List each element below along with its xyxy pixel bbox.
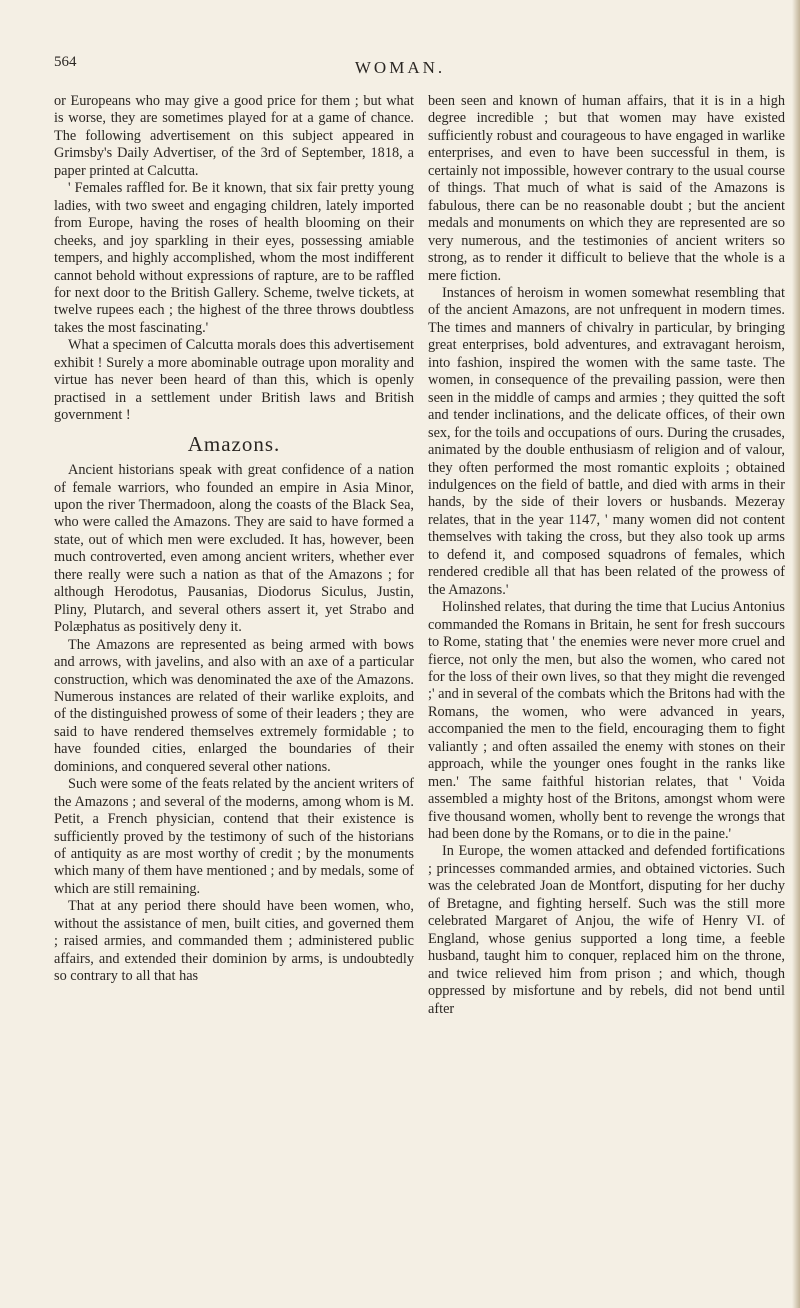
paragraph: or Europeans who may give a good price for them ; but what is worse, they are sometimes played for at a game of chance. The following advertisement on this subject appeared in Grimsby's Daily Advertiser, of the 3rd of September, 1818, a paper printed at Calcutta. xyxy=(54,93,414,179)
paragraph: Ancient historians speak with great confidence of a nation of female warriors, who founded an empire in Asia Minor, upon the river Thermadoon, along the coasts of the Black Sea, who were called the Amazons. They are said to have formed a state, out of which men were excluded. It has, however, been much controverted, even among ancient writers, whether ever there really were such a nation as that of the Amazons ; for although Herodotus, Pausanias, Diodorus Siculus, Justin, Pliny, Plutarch, and several others assert it, yet Strabo and Polæphatus as positively deny it. xyxy=(54,462,414,636)
paragraph: ' Females raffled for. Be it known, that six fair pretty young ladies, with two sweet and engaging children, lately imported from Europe, having the roses of health blooming on their cheeks, and joy sparkling in their eyes, possessing amiable tempers, and highly accomplished, whom the most indifferent cannot behold without expressions of rapture, are to be raffled for next door to the British Gallery. Scheme, twelve tickets, at twelve rupees each ; the highest of the three throws doubtless takes the most fascinating.' xyxy=(54,180,414,336)
right-column xyxy=(428,93,785,1018)
paragraph: In Europe, the women attacked and defended fortifications ; princesses commanded armies, and obtained victories. Such was the celebrated Joan de Montfort, disputing for her duchy of Bretagne, and fighting herself. Such was the still more celebrated Margaret of Anjou, the wife of Henry VI. of England, whose genius supported a long time, a feeble husband, taught him to conquer, replaced him on the throne, and twice relieved him from prison ; and which, though oppressed by misfortune and by rebels, did not bend until after xyxy=(428,843,785,1017)
left-column xyxy=(54,93,414,986)
paragraph: What a specimen of Calcutta morals does this advertisement exhibit ! Surely a more abominable outrage upon morality and virtue has never been heard of than this, which is openly practised in a settlement under British laws and British government ! xyxy=(54,337,414,424)
page-number: 564 xyxy=(54,54,77,70)
section-title: Amazons. xyxy=(187,431,281,456)
paragraph: Instances of heroism in women somewhat resembling that of the ancient Amazons, are not unfrequent in modern times. The times and manners of chivalry in particular, by bringing great enterprises, bold adventures, and extravagant heroism, into fashion, inspired the women with the same taste. The women, in consequence of the prevailing passion, were then seen in the middle of camps and armies ; they quitted the soft and tender inclinations, and the delicate offices, of their own sex, for the toils and occupations of ours. During the crusades, animated by the double enthusiasm of religion and of valour, they often performed the most romantic exploits ; obtained indulgences on the field of battle, and died with arms in their hands, by the side of their lovers or husbands. Mezeray relates, that in the year 1147, ' many women did not content themselves with taking the cross, but they also took up arms to defend it, and composed squadrons of females, which rendered credible all that has been related of the prowess of the Amazons.' xyxy=(428,284,785,598)
paragraph: That at any period there should have been women, who, without the assistance of men, built cities, and governed them ; raised armies, and commanded them ; administered public affairs, and extended their dominion by arms, is undoubtedly so contrary to all that has xyxy=(54,898,414,985)
paragraph: The Amazons are represented as being armed with bows and arrows, with javelins, and also with an axe of a particular construction, which was denominated the axe of the Amazons. Numerous instances are related of their warlike exploits, and of the distinguished prowess of some of their leaders ; they are said to have rendered themselves extremely formidable ; to have founded cities, enlarged the boundaries of their dominions, and conquered several other nations. xyxy=(54,636,414,775)
paragraph: Such were some of the feats related by the ancient writers of the Amazons ; and several of the moderns, among whom is M. Petit, a French physician, contend that their existence is sufficiently proved by the testimony of such of the historians of antiquity as are most worthy of credit ; by the monuments which many of them have mentioned ; and by medals, some of which are still remaining. xyxy=(54,776,414,897)
running-head: WOMAN. xyxy=(354,58,446,77)
paragraph: Holinshed relates, that during the time that Lucius Antonius commanded the Romans in Britain, he sent for fresh succours to Rome, stating that ' the enemies were never more cruel and fierce, not only the men, but also the women, who cared not for the loss of their own lives, so that they might die revenged ;' and in several of the combats which the Britons had with the Romans, the women, who were advanced in years, accompanied the men to the field, encouraging them to fight valiantly ; and often assailed the enemy with stones on their approach, while the younger ones fought in the ranks like men.' The same faithful historian relates, that ' Voida assembled a mighty host of the Britons, amongst whom were five thousand women, wholly bent to revenge the wrongs that had been done by the Romans, or to die in the paine.' xyxy=(428,599,785,843)
paragraph: been seen and known of human affairs, that it is in a high degree incredible ; but that women may have existed sufficiently robust and courageous to have engaged in warlike enterprises, and even to have been successful in them, is certainly not impossible, however contrary to the usual course of things. That much of what is said of the Amazons is fabulous, there can be no reasonable doubt ; but the ancient medals and monuments on which they are represented are so very numerous, and the testimonies of ancient writers so strong, as to render it difficult to believe that the whole is a mere fiction. xyxy=(428,93,785,284)
page-edge-shadow xyxy=(792,0,800,1308)
